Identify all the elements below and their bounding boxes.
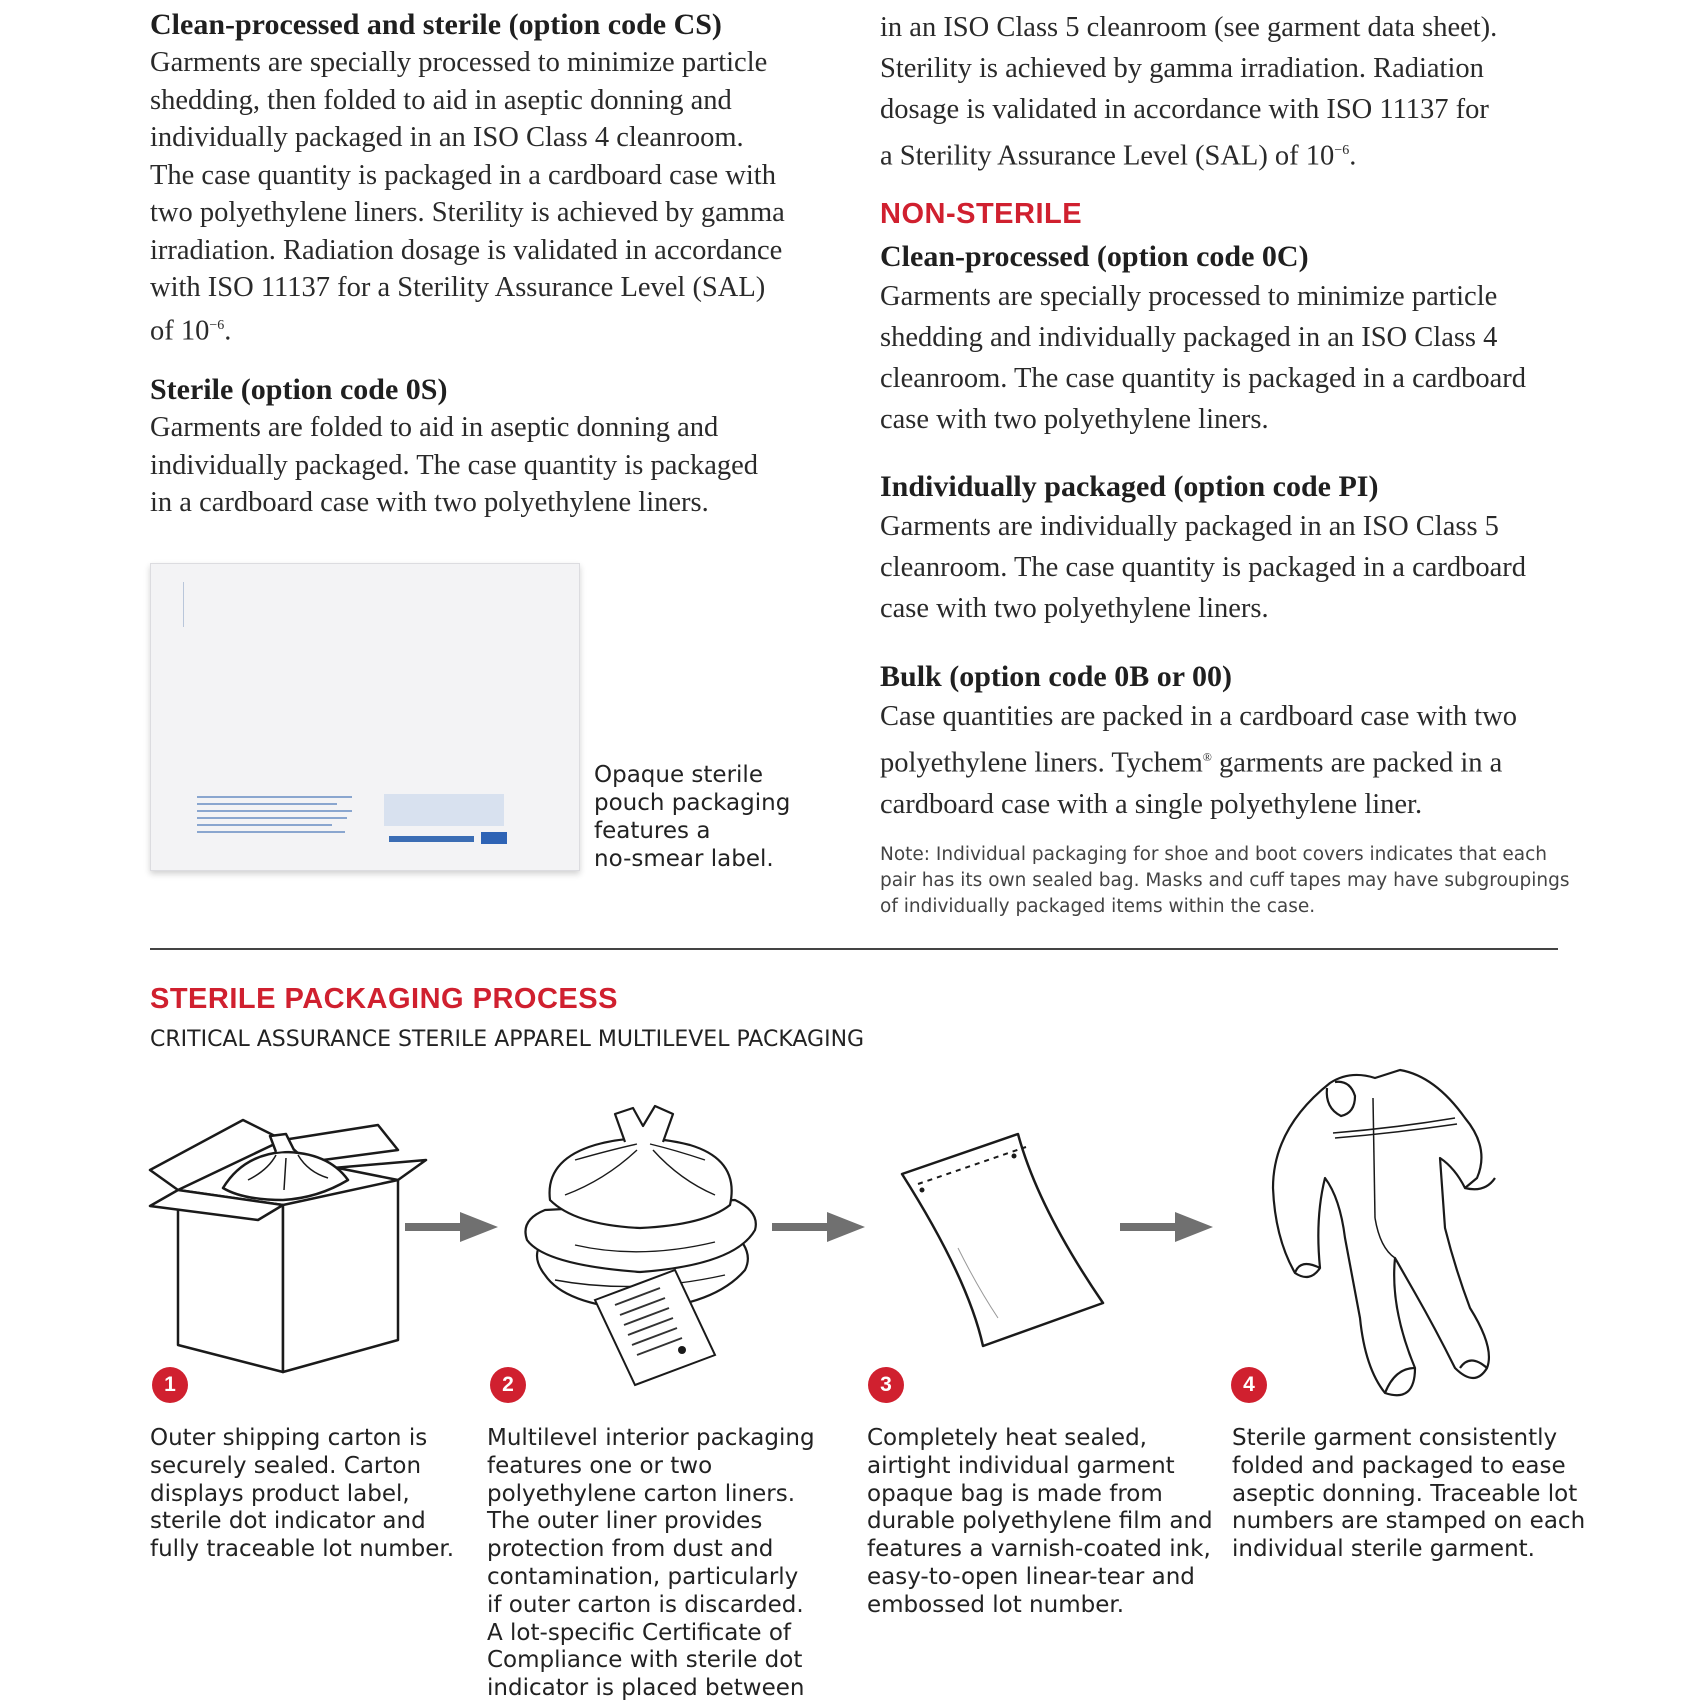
caption-line: pouch packaging bbox=[594, 790, 791, 816]
cs-line: shedding, then folded to aid in aseptic donning and bbox=[150, 84, 732, 116]
sterile-pouch-image bbox=[150, 563, 580, 871]
step-1-text bbox=[150, 1425, 470, 1564]
right-continued-text bbox=[880, 7, 1640, 177]
pouch-label-left bbox=[197, 794, 352, 839]
step-line: embossed lot number. bbox=[867, 1591, 1125, 1618]
step-line: indicator is placed between bbox=[487, 1675, 805, 1702]
step-line: features a varnish-coated ink, bbox=[867, 1536, 1211, 1563]
oc-line: cleanroom. The case quantity is packaged in a cardboard bbox=[880, 363, 1526, 394]
oc-heading: Clean-processed (option code 0C) bbox=[880, 240, 1309, 273]
process-title: STERILE PACKAGING PROCESS bbox=[150, 983, 618, 1015]
step-line: opaque bag is made from bbox=[867, 1480, 1163, 1507]
bulk-section bbox=[880, 658, 1640, 825]
step-line: numbers are stamped on each bbox=[1232, 1508, 1586, 1535]
step-line: protection from dust and bbox=[487, 1536, 774, 1563]
oc-line: shedding and individually packaged in an ISO Class 4 bbox=[880, 322, 1498, 353]
bulk-heading: Bulk (option code 0B or 00) bbox=[880, 660, 1232, 693]
pi-line: Garments are individually packaged in an ISO Class 5 bbox=[880, 511, 1499, 542]
note-line: of individually packaged items within the case. bbox=[880, 896, 1316, 917]
sealed-bag-illustration bbox=[898, 1128, 1113, 1353]
step-line: The outer liner provides bbox=[487, 1508, 763, 1535]
arrow-1 bbox=[405, 1210, 500, 1249]
pi-heading: Individually packaged (option code PI) bbox=[880, 470, 1379, 503]
step-line: individual sterile garment. bbox=[1232, 1536, 1535, 1563]
step-line: Completely heat sealed, bbox=[867, 1425, 1147, 1451]
cs-line: with ISO 11137 for a Sterility Assurance Level (SAL) bbox=[150, 272, 766, 303]
sterile-garment-illustration bbox=[1255, 1068, 1515, 1408]
step-line: Outer shipping carton is bbox=[150, 1425, 428, 1451]
bulk-line: Case quantities are packed in a cardboard case with two bbox=[880, 701, 1518, 732]
step-line: displays product label, bbox=[150, 1480, 410, 1507]
step-2-text bbox=[487, 1425, 847, 1703]
pi-section bbox=[880, 468, 1640, 629]
note-line: pair has its own sealed bag. Masks and cuff tapes may have subgroupings bbox=[880, 870, 1570, 891]
step-line: contamination, particularly bbox=[487, 1563, 799, 1590]
bulk-line: polyethylene liners. Tychem® garments are packed in a bbox=[880, 747, 1503, 779]
continued-line: Sterility is achieved by gamma irradiation. Radiation bbox=[880, 53, 1484, 84]
step-line: airtight individual garment bbox=[867, 1452, 1175, 1479]
step-line: aseptic donning. Traceable lot bbox=[1232, 1480, 1578, 1507]
step-line: polyethylene carton liners. bbox=[487, 1480, 796, 1507]
pi-line: cleanroom. The case quantity is packaged in a cardboard bbox=[880, 552, 1526, 583]
pouch-caption bbox=[594, 761, 814, 873]
cs-line: of $10^{-6}$. bbox=[150, 315, 232, 346]
step-badge-3: 3 bbox=[868, 1367, 904, 1403]
section-divider bbox=[150, 948, 1558, 950]
os-line: in a cardboard case with two polyethylene liners. bbox=[150, 487, 709, 518]
pi-line: case with two polyethylene liners. bbox=[880, 593, 1269, 624]
step-line: if outer carton is discarded. bbox=[487, 1591, 804, 1618]
step-line: Multilevel interior packaging bbox=[487, 1425, 815, 1451]
cs-line: irradiation. Radiation dosage is validated in accordance bbox=[150, 234, 783, 266]
step-badge-4: 4 bbox=[1231, 1367, 1267, 1403]
caption-line: no-smear label. bbox=[594, 846, 774, 872]
step-line: folded and packaged to ease bbox=[1232, 1452, 1566, 1479]
arrow-2 bbox=[772, 1210, 867, 1249]
note-line: Note: Individual packaging for shoe and boot covers indicates that each bbox=[880, 844, 1547, 865]
step-badge-1: 1 bbox=[152, 1367, 188, 1403]
bulk-line: cardboard case with a single polyethylene liner. bbox=[880, 788, 1423, 820]
cs-section bbox=[150, 6, 810, 350]
caption-line: Opaque sterile bbox=[594, 762, 763, 788]
cs-line: Garments are specially processed to minimize particle bbox=[150, 47, 768, 78]
continued-line: dosage is validated in accordance with ISO 11137 for bbox=[880, 94, 1489, 125]
step-line: securely sealed. Carton bbox=[150, 1452, 422, 1479]
step-line: fully traceable lot number. bbox=[150, 1536, 455, 1563]
cs-line: two polyethylene liners. Sterility is achieved by gamma bbox=[150, 197, 785, 228]
step-badge-2: 2 bbox=[490, 1367, 526, 1403]
step-line: sterile dot indicator and bbox=[150, 1508, 426, 1535]
os-section bbox=[150, 371, 810, 522]
caption-line: features a bbox=[594, 818, 711, 844]
oc-section bbox=[880, 238, 1640, 440]
cs-heading: Clean-processed and sterile (option code CS) bbox=[150, 8, 722, 41]
oc-line: Garments are specially processed to minimize particle bbox=[880, 281, 1498, 312]
step-line: features one or two bbox=[487, 1452, 713, 1479]
os-line: Garments are folded to aid in aseptic donning and bbox=[150, 412, 719, 443]
shipping-carton-illustration bbox=[148, 1110, 438, 1375]
cs-line: The case quantity is packaged in a cardboard case with bbox=[150, 159, 776, 191]
step-4-text bbox=[1232, 1425, 1592, 1564]
step-3-text bbox=[867, 1425, 1227, 1620]
continued-line: a Sterility Assurance Level (SAL) of $10^{-6}$. bbox=[880, 140, 1357, 172]
pouch-label-right bbox=[384, 794, 504, 826]
step-line: A lot-specific Certificate of bbox=[487, 1619, 791, 1646]
step-line: easy-to-open linear-tear and bbox=[867, 1563, 1195, 1590]
oc-line: case with two polyethylene liners. bbox=[880, 404, 1269, 435]
packaging-note bbox=[880, 842, 1660, 920]
carton-liner-illustration bbox=[515, 1100, 765, 1390]
os-heading: Sterile (option code 0S) bbox=[150, 373, 448, 406]
arrow-3 bbox=[1120, 1210, 1215, 1249]
cs-line: individually packaged in an ISO Class 4 cleanroom. bbox=[150, 122, 744, 153]
step-line: Compliance with sterile dot bbox=[487, 1647, 803, 1674]
continued-line: in an ISO Class 5 cleanroom (see garment data sheet). bbox=[880, 12, 1498, 43]
os-line: individually packaged. The case quantity is packaged bbox=[150, 449, 759, 481]
process-subtitle: CRITICAL ASSURANCE STERILE APPAREL MULTILEVEL PACKAGING bbox=[150, 1027, 865, 1052]
step-line: durable polyethylene film and bbox=[867, 1508, 1213, 1535]
non-sterile-title: NON-STERILE bbox=[880, 198, 1083, 230]
step-line: Sterile garment consistently bbox=[1232, 1425, 1558, 1451]
